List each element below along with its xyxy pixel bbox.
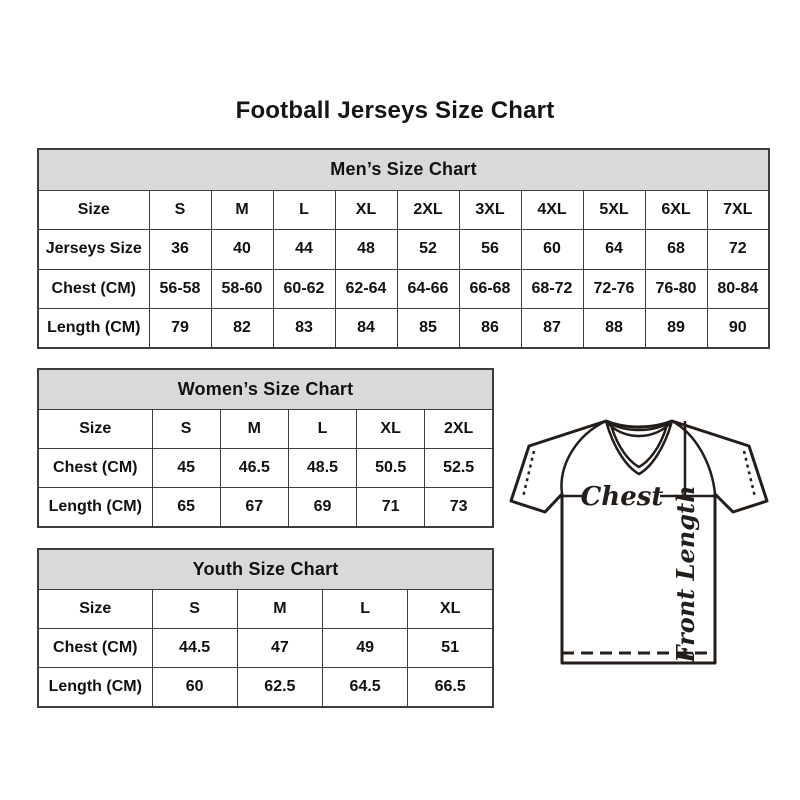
row-label: Chest (CM): [38, 269, 149, 309]
table-cell: XL: [335, 190, 397, 230]
table-cell: 48.5: [288, 448, 356, 487]
table-row: [38, 190, 769, 230]
table-row: [38, 230, 769, 270]
page-title: Football Jerseys Size Chart: [235, 97, 555, 124]
table-cell: 47: [237, 628, 322, 667]
table-cell: 50.5: [357, 448, 425, 487]
table-cell: L: [323, 589, 408, 628]
womens-size-table: [37, 368, 494, 528]
table-cell: 60: [521, 230, 583, 270]
table-cell: 89: [645, 309, 707, 349]
mens-size-table: [37, 148, 770, 349]
table-cell: 56-58: [149, 269, 211, 309]
table-cell: 85: [397, 309, 459, 349]
row-label: Size: [38, 190, 149, 230]
table-cell: S: [149, 190, 211, 230]
table-cell: 40: [211, 230, 273, 270]
table-cell: 65: [152, 488, 220, 527]
table-cell: 56: [459, 230, 521, 270]
table-cell: 52: [397, 230, 459, 270]
table-row: [38, 448, 493, 487]
table-cell: 83: [273, 309, 335, 349]
table-cell: 82: [211, 309, 273, 349]
table-cell: 44.5: [152, 628, 237, 667]
table-cell: 88: [583, 309, 645, 349]
table-cell: 62-64: [335, 269, 397, 309]
row-label: Chest (CM): [38, 448, 152, 487]
youth-section-header: Youth Size Chart: [38, 549, 493, 589]
table-cell: 68: [645, 230, 707, 270]
table-cell: 64-66: [397, 269, 459, 309]
table-cell: M: [237, 589, 322, 628]
row-label: Length (CM): [38, 488, 152, 527]
table-cell: 67: [220, 488, 288, 527]
table-cell: 44: [273, 230, 335, 270]
table-cell: S: [152, 589, 237, 628]
table-cell: 7XL: [707, 190, 769, 230]
row-label: Length (CM): [38, 668, 152, 707]
jersey-diagram: [500, 412, 780, 670]
table-row: [38, 589, 493, 628]
table-cell: 51: [408, 628, 493, 667]
table-cell: 2XL: [397, 190, 459, 230]
row-label: Jerseys Size: [38, 230, 149, 270]
table-cell: 36: [149, 230, 211, 270]
table-cell: 76-80: [645, 269, 707, 309]
table-cell: 64.5: [323, 668, 408, 707]
womens-section-header: Women’s Size Chart: [38, 369, 493, 409]
table-cell: L: [288, 409, 356, 448]
table-cell: 73: [425, 488, 493, 527]
table-row: [38, 269, 769, 309]
table-cell: 52.5: [425, 448, 493, 487]
row-label: Chest (CM): [38, 628, 152, 667]
chest-label: Chest: [580, 482, 664, 512]
table-cell: 86: [459, 309, 521, 349]
table-row: [38, 409, 493, 448]
table-cell: 49: [323, 628, 408, 667]
table-cell: 4XL: [521, 190, 583, 230]
row-label: Size: [38, 589, 152, 628]
table-cell: 60-62: [273, 269, 335, 309]
table-cell: 2XL: [425, 409, 493, 448]
table-cell: 68-72: [521, 269, 583, 309]
table-cell: 90: [707, 309, 769, 349]
table-cell: M: [220, 409, 288, 448]
table-cell: 84: [335, 309, 397, 349]
table-row: [38, 628, 493, 667]
table-cell: 66-68: [459, 269, 521, 309]
front-length-label: Front Length: [671, 485, 700, 663]
jersey-outline: [511, 421, 767, 663]
table-cell: 60: [152, 668, 237, 707]
table-cell: M: [211, 190, 273, 230]
mens-section-header: Men’s Size Chart: [38, 149, 769, 190]
row-label: Length (CM): [38, 309, 149, 349]
table-cell: 66.5: [408, 668, 493, 707]
youth-size-table: [37, 548, 494, 708]
table-cell: 45: [152, 448, 220, 487]
table-cell: 69: [288, 488, 356, 527]
table-cell: 58-60: [211, 269, 273, 309]
table-row: [38, 488, 493, 527]
table-cell: 79: [149, 309, 211, 349]
row-label: Size: [38, 409, 152, 448]
table-cell: 6XL: [645, 190, 707, 230]
table-cell: 48: [335, 230, 397, 270]
table-cell: S: [152, 409, 220, 448]
table-cell: 72: [707, 230, 769, 270]
table-cell: 46.5: [220, 448, 288, 487]
table-row: [38, 309, 769, 349]
table-cell: 71: [357, 488, 425, 527]
table-cell: 72-76: [583, 269, 645, 309]
table-cell: 87: [521, 309, 583, 349]
table-cell: 64: [583, 230, 645, 270]
table-cell: L: [273, 190, 335, 230]
table-cell: 5XL: [583, 190, 645, 230]
table-row: [38, 668, 493, 707]
table-cell: 3XL: [459, 190, 521, 230]
table-cell: XL: [357, 409, 425, 448]
table-cell: 62.5: [237, 668, 322, 707]
table-cell: 80-84: [707, 269, 769, 309]
table-cell: XL: [408, 589, 493, 628]
